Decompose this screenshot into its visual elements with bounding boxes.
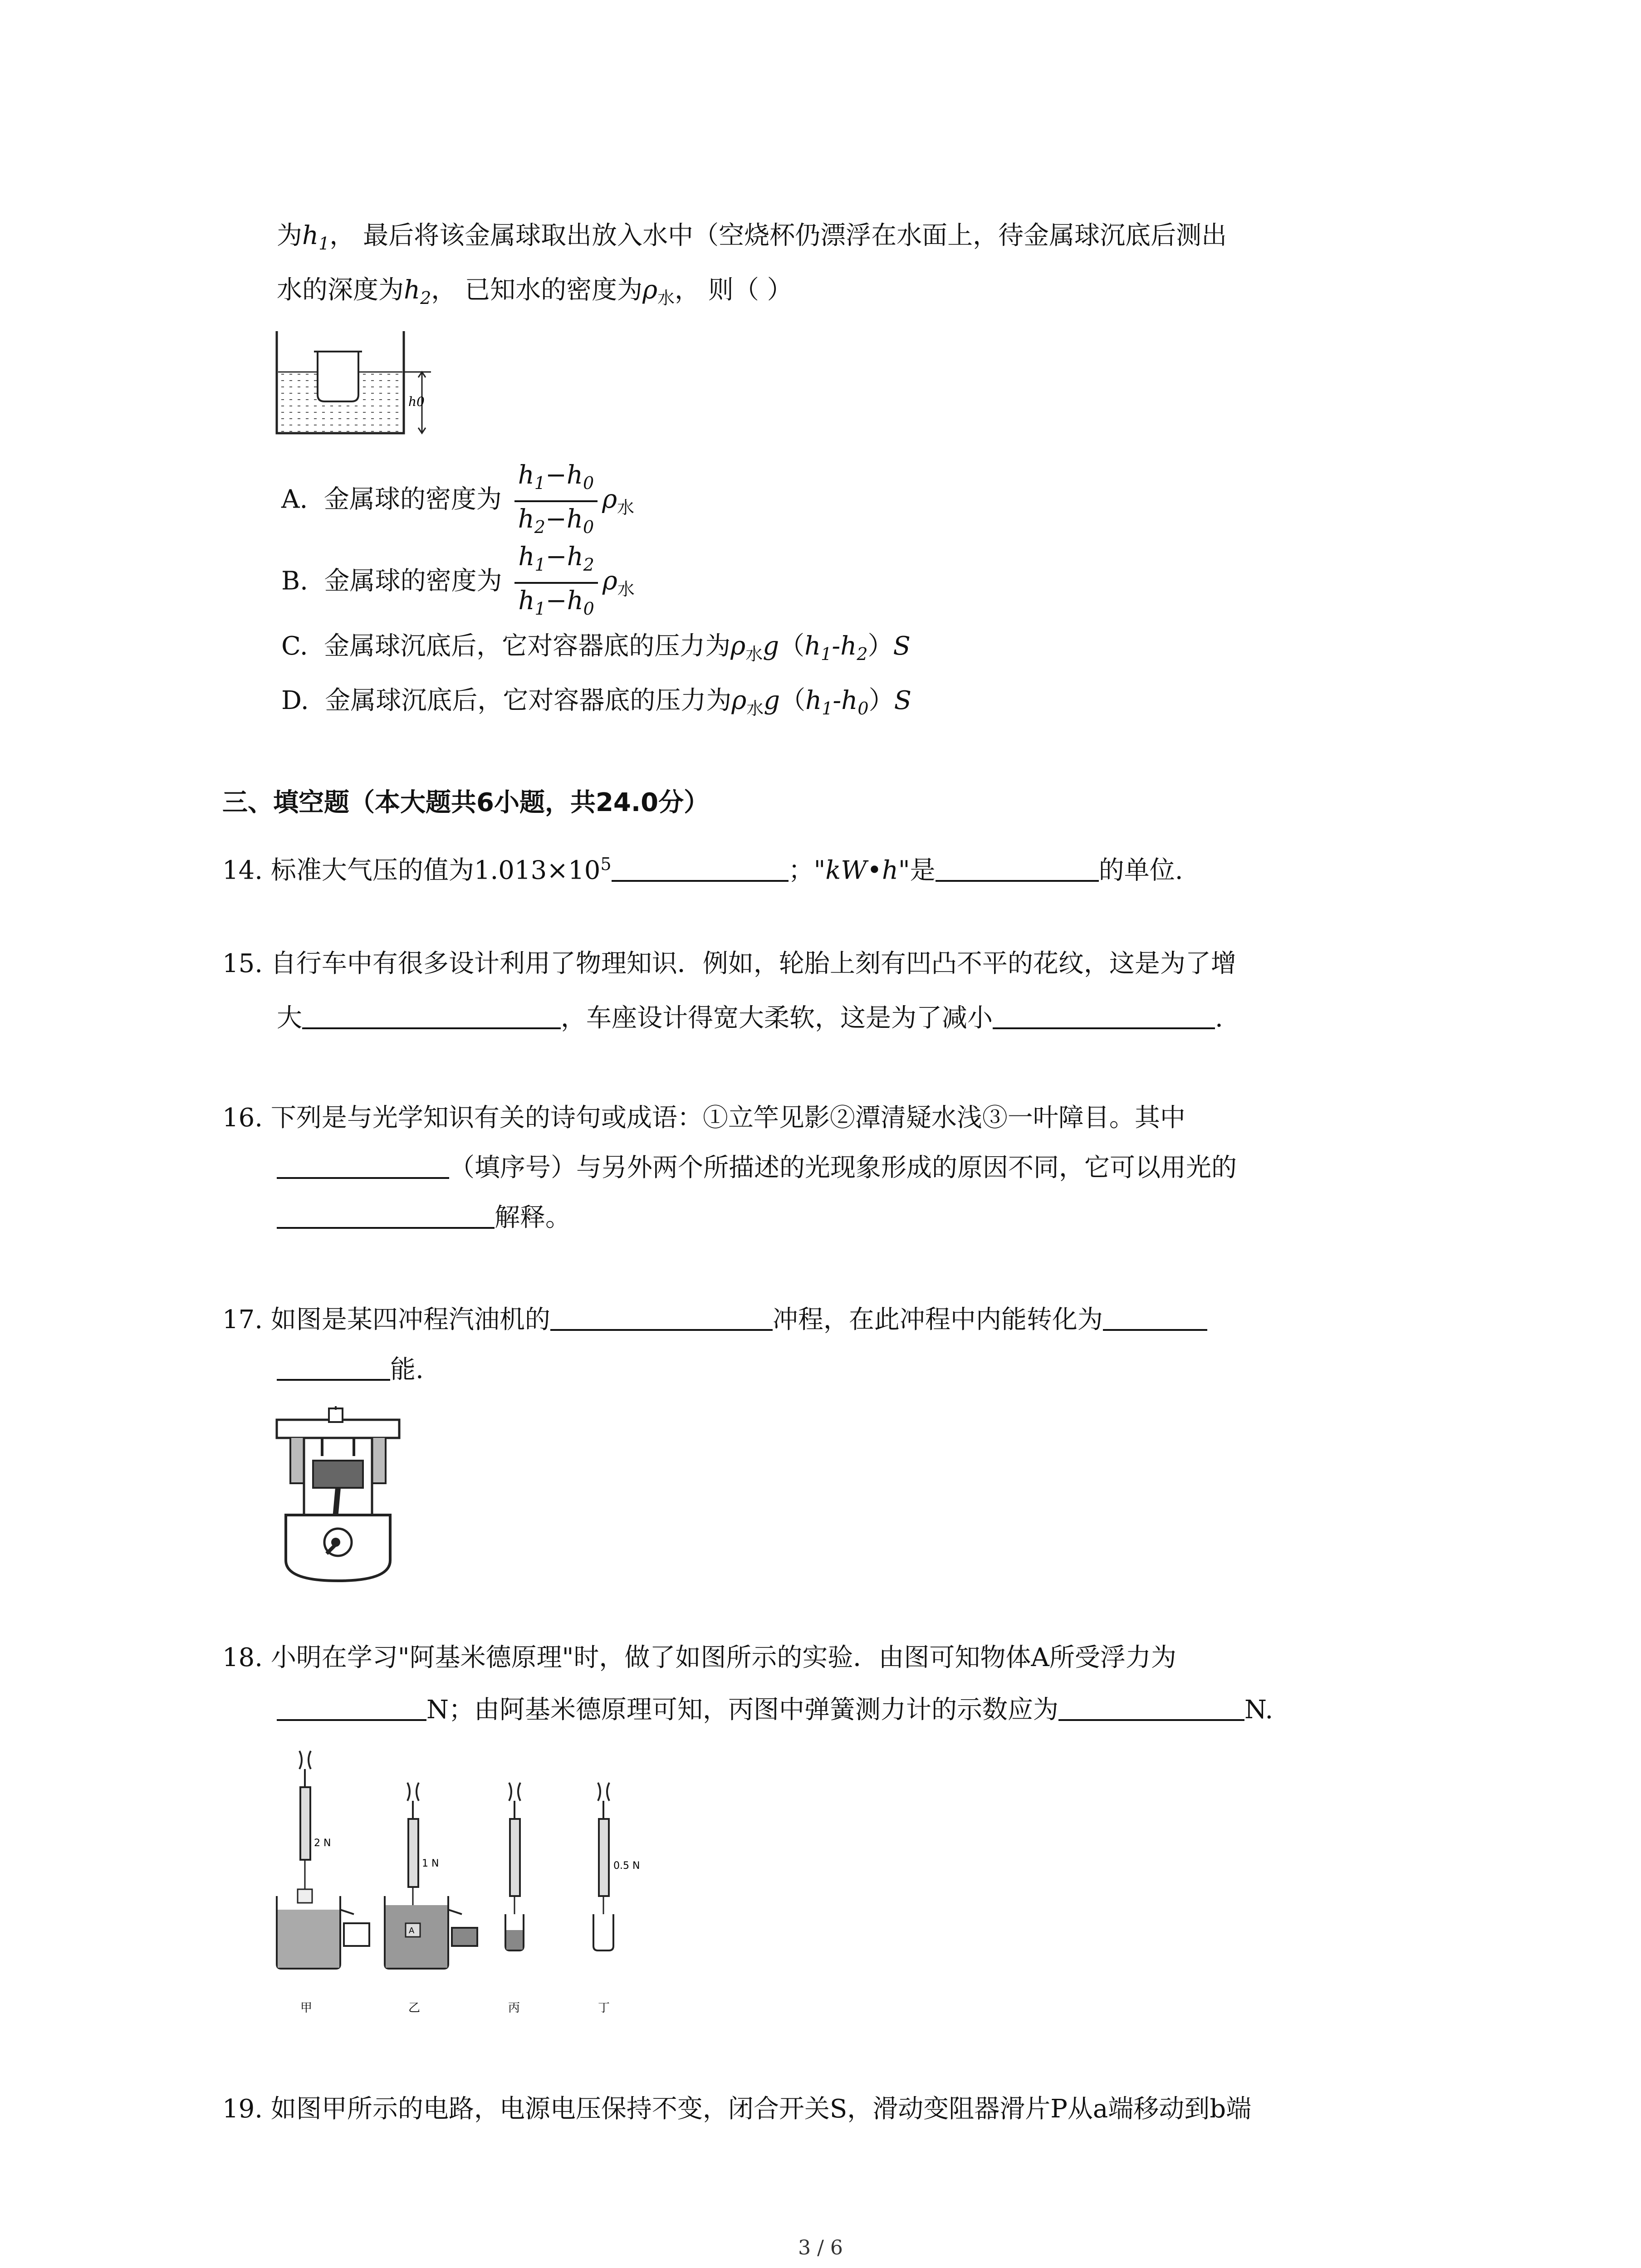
q13-line-2: 水的深度为$h_2$， 已知水的密度为$\rho_水$， 则（ ） bbox=[277, 275, 793, 308]
reading-jia: 2 N bbox=[314, 1838, 331, 1849]
beaker-figure bbox=[272, 327, 436, 440]
fraction-a: $\frac{h_1-h_0}{h_2-h_0}$ bbox=[514, 458, 598, 544]
setup-bing bbox=[505, 1783, 524, 2015]
spring-balance-figure bbox=[268, 1746, 676, 2028]
answer-blank[interactable] bbox=[277, 1200, 495, 1229]
reading-yi: 1 N bbox=[422, 1858, 439, 1869]
question-14: 14. 标准大气压的值为$1.013\times 10^5$ ；"kW•h"是 的单位. bbox=[222, 846, 1183, 889]
h2-symbol: $h_2$ bbox=[404, 275, 431, 308]
h1-symbol: $h_1$ bbox=[302, 221, 330, 254]
engine-figure bbox=[272, 1406, 408, 1583]
answer-blank[interactable] bbox=[277, 1352, 390, 1381]
section-title: 三、填空题（本大题共6小题，共24.0分） bbox=[222, 788, 710, 817]
answer-blank[interactable] bbox=[277, 1692, 426, 1721]
question-18-line-1: 18. 小明在学习"阿基米德原理"时，做了如图所示的实验．由图可知物体A所受浮力为 bbox=[222, 1643, 1176, 1672]
option-d: D. 金属球沉底后，它对容器底的压力为$\rho_水g(h_1-h_0)S$ bbox=[281, 686, 911, 719]
page-number: 3 / 6 bbox=[798, 2236, 843, 2259]
answer-blank[interactable] bbox=[550, 1302, 773, 1331]
h0-label: h0 bbox=[408, 394, 425, 409]
question-17-line-2: 能. bbox=[277, 1352, 424, 1388]
label-jia: 甲 bbox=[300, 2001, 313, 2015]
question-16-line-2: （填序号）与另外两个所描述的光现象形成的原因不同，它可以用光的 bbox=[277, 1150, 1237, 1186]
question-16-line-1: 16. 下列是与光学知识有关的诗句或成语：①立竿见影②潭清疑水浅③一叶障目。其中 bbox=[222, 1103, 1185, 1133]
label-yi: 乙 bbox=[408, 2001, 421, 2015]
option-b: B. 金属球的密度为 $\frac{h_1-h_2}{h_1-h_0}$ $\rho_水$ bbox=[281, 540, 635, 626]
setup-ding bbox=[593, 1783, 640, 2015]
label-bing: 丙 bbox=[508, 2001, 520, 2015]
q13-line-1: 为$h_1$， 最后将该金属球取出放入水中（空烧杯仍漂浮在水面上，待金属球沉底后测出 bbox=[277, 221, 1227, 254]
question-18-line-2: N；由阿基米德原理可知，丙图中弹簧测力计的示数应为 N. bbox=[277, 1692, 1273, 1728]
question-16-line-3: 解释。 bbox=[277, 1200, 571, 1236]
question-15-line-1: 15. 自行车中有很多设计利用了物理知识．例如，轮胎上刻有凹凸不平的花纹，这是为了增 bbox=[222, 949, 1236, 978]
answer-blank[interactable] bbox=[612, 853, 789, 882]
fraction-b: $\frac{h_1-h_2}{h_1-h_0}$ bbox=[514, 540, 598, 626]
option-c: C. 金属球沉底后，它对容器底的压力为$\rho_水g(h_1-h_2)S$ bbox=[281, 631, 911, 665]
label-ding: 丁 bbox=[598, 2001, 610, 2015]
answer-blank[interactable] bbox=[936, 853, 1099, 882]
setup-jia bbox=[277, 1751, 369, 2015]
reading-ding: 0.5 N bbox=[613, 1860, 640, 1872]
answer-blank[interactable] bbox=[1058, 1692, 1244, 1721]
answer-blank[interactable] bbox=[993, 1000, 1215, 1029]
setup-yi bbox=[385, 1783, 477, 2015]
question-15-line-2: 大 ，车座设计得宽大柔软，这是为了减小 . bbox=[277, 1000, 1223, 1036]
question-17-line-1: 17. 如图是某四冲程汽油机的 冲程，在此冲程中内能转化为 bbox=[222, 1302, 1207, 1338]
answer-blank[interactable] bbox=[1103, 1302, 1207, 1331]
option-a: A. 金属球的密度为 $\frac{h_1-h_0}{h_2-h_0}$ $\rho_水$ bbox=[281, 458, 634, 544]
answer-blank[interactable] bbox=[302, 1000, 561, 1029]
question-19: 19. 如图甲所示的电路，电源电压保持不变，闭合开关S，滑动变阻器滑片P从a端移动到b端 bbox=[222, 2094, 1252, 2124]
answer-blank[interactable] bbox=[277, 1150, 449, 1179]
object-a-label: A bbox=[409, 1926, 415, 1936]
